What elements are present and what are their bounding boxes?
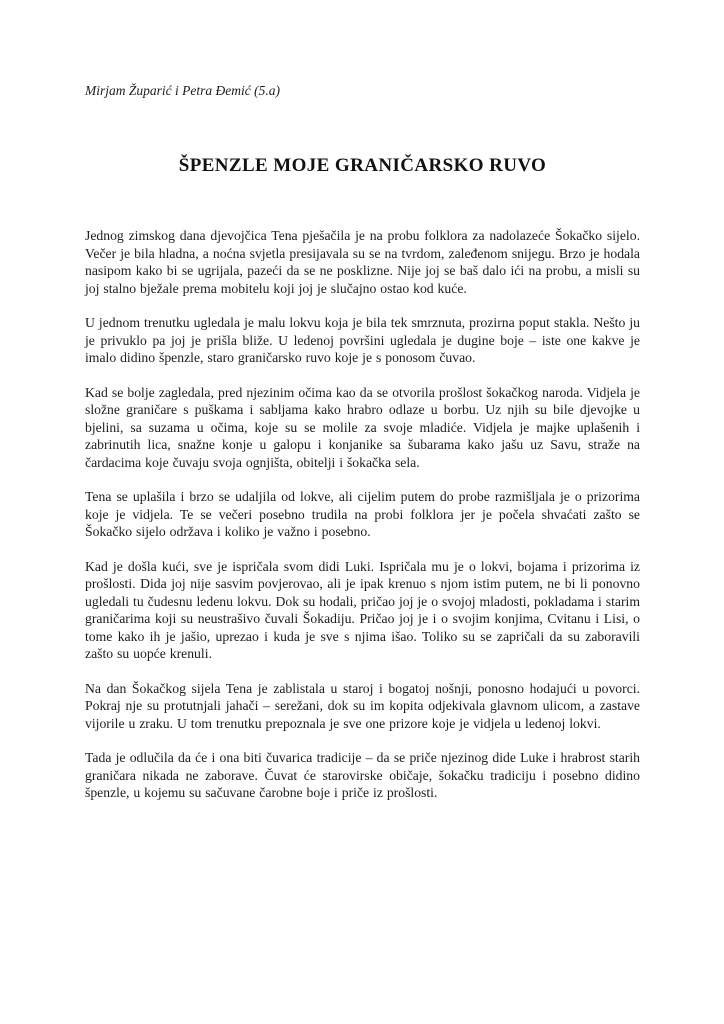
paragraph: Kad se bolje zagledala, pred njezinim očima kao da se otvorila prošlost šokačkog naroda. Vidjela je složne graničare s puškama i sabljama kako hrabro odlaze u borbu. Uz njih su bile djevojke u bjelini, sa suzama u očima, koje su se molile za svoje mladiće. Vidjela je majke uplašenih i zabrinutih lica, snažne konje u galopu i konjanike sa šubarama kako jašu uz Savu, straže na čardacima koje čuvaju svoja ognjišta, obitelji i šokačka sela. — [85, 384, 640, 470]
author-byline: Mirjam Župarić i Petra Đemić (5.a) — [85, 83, 280, 98]
document-body — [85, 227, 640, 802]
document-title: ŠPENZLE MOJE GRANIČARSKO RUVO — [178, 155, 547, 176]
paragraph: Tada je odlučila da će i ona biti čuvarica tradicije – da se priče njezinog dide Luke i hrabrost starih graničara nikada ne zaborave. Čuvat će starovirske običaje, šokačku tradiciju i posebno didino špenzle, u kojemu su sačuvane čarobne boje i priče iz prošlosti. — [85, 750, 640, 800]
paragraph: Na dan Šokačkog sijela Tena je zablistala u staroj i bogatoj nošnji, ponosno hodajući u povorci. Pokraj nje su protutnjali jahači – serežani, dok su im kopita odjekivala glavnom ulicom, a zastave vijorile u zraku. U tom trenutku prepoznala je sve one prizore koje je vidjela u ledenoj lokvi. — [85, 680, 640, 731]
paragraph: U jednom trenutku ugledala je malu lokvu koja je bila tek smrznuta, prozirna poput stakla. Nešto ju je privuklo pa joj je prišla bliže. U ledenoj površini ugledala je dugine boje – iste one kakve je imalo didino špenzle, staro graničarsko ruvo koje je s ponosom čuvao. — [85, 315, 640, 365]
paragraph: Kad je došla kući, sve je ispričala svom didi Luki. Ispričala mu je o lokvi, bojama i prizorima iz prošlosti. Dida joj nije sasvim povjerovao, ali je ipak krenuo s njom istim putem, ne bi li ponovno ugledali tu čudesnu ledenu lokvu. Dok su hodali, pričao joj je o svojoj mladosti, pokladama i starim graničarima koji su neustrašivo čuvali Šokadiju. Pričao joj je i o svojim konjima, Cvitanu i Lisi, o tome kako ih je jašio, uprezao i kuda je sve s njima išao. Toliko su se zapričali da su zaboravili zašto su uopće krenuli. — [85, 558, 640, 661]
paragraph: Jednog zimskog dana djevojčica Tena pješačila je na probu folklora za nadolazeće Šokačko sijelo. Večer je bila hladna, a noćna svjetla presijavala su se na tvrdom, zaleđenom snijegu. Brzo je hodala nasipom kako bi se ugrijala, pazeći da se ne posklizne. Nije joj se baš dalo ići na probu, a misli su joj stalno bježale prema mobitelu koji joj je slučajno ostao kod kuće. — [85, 228, 640, 296]
paragraph: Tena se uplašila i brzo se udaljila od lokve, ali cijelim putem do probe razmišljala je o prizorima koje je vidjela. Te se večeri posebno trudila na probi folklora jer je počela shvaćati zašto se Šokačko sijelo održava i koliko je važno i posebno. — [85, 489, 640, 539]
